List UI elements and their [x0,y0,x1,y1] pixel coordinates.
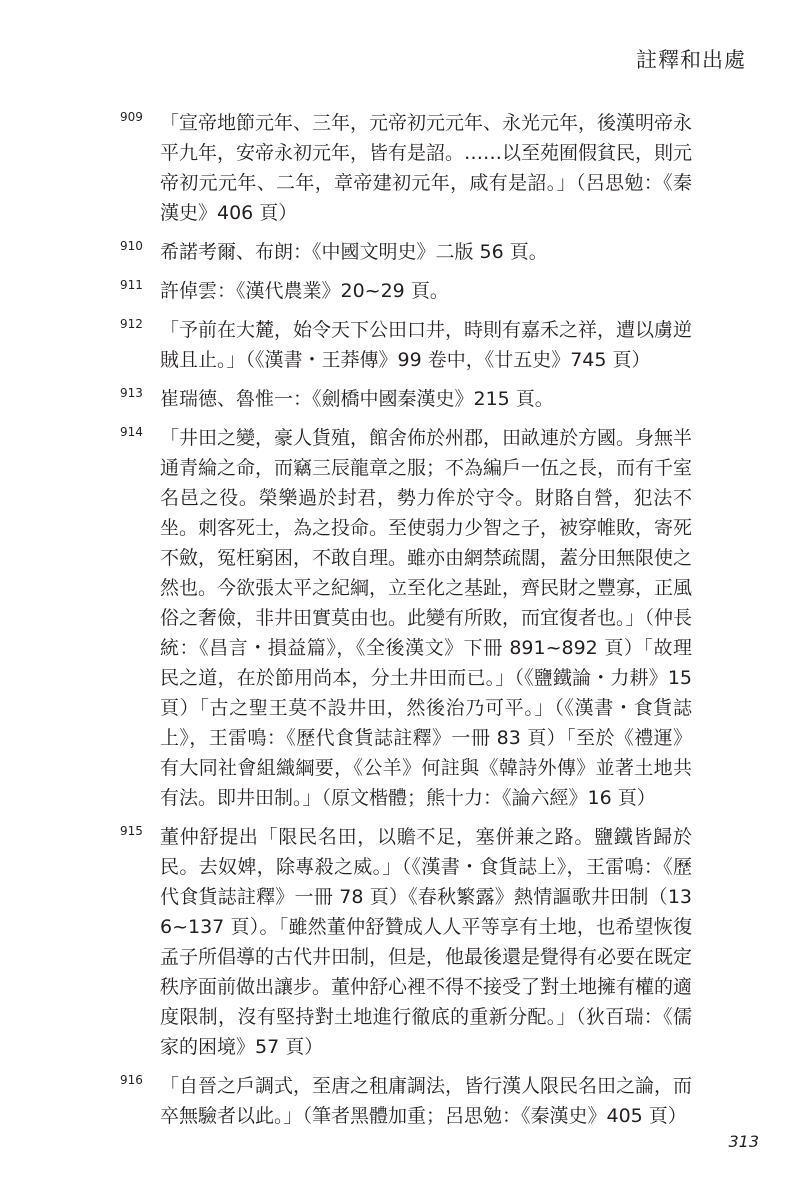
endnote-number: 909 [120,110,143,124]
running-header: 註釋和出處 [636,48,746,72]
endnote [120,1071,692,1131]
endnote [120,384,692,414]
endnote [120,822,692,1062]
endnote-number: 912 [120,317,143,331]
endnote-number: 914 [120,425,143,439]
endnote-text: 崔瑞德、魯惟一：《劍橋中國秦漢史》215 頁。 [160,388,554,410]
endnote-number: 916 [120,1073,143,1087]
endnote [120,315,692,375]
endnote-text: 許倬雲：《漢代農業》20~29 頁。 [160,280,449,302]
page-number: 313 [728,1132,759,1151]
endnote-text: 「宣帝地節元年、三年，元帝初元元年、永光元年，後漢明帝永平九年，安帝永初元年，皆有是詔。……以至苑囿假貧民，則元帝初元元年、二年，章帝建初元年，咸有是詔。」（呂思勉：《秦漢史》406 頁） [160,112,693,224]
endnote-text: 「井田之變，豪人貨殖，館舍佈於州郡，田畝連於方國。身無半通青綸之命，而竊三辰龍章之服；不為編戶一伍之長，而有千室名邑之役。榮樂過於封君，勢力侔於守令。財賂自營，犯法不坐。刺客死士，為之投命。至使弱力少智之子，被穿帷敗，寄死不斂，冤枉窮困，不敢自理。雖亦由網禁疏闊，蓋分田無限使之然也。今欲張太平之紀綱，立至化之基趾，齊民財之豐寡，正風俗之奢儉，非井田實莫由也。此變有所敗，而宜復者也。」（仲長統：《昌言・損益篇》，《全後漢文》下冊 891~892 頁）「故理民之道，在於節用尚本，分土井田而已。」（《鹽鐵論・力耕》15 頁）「古之聖王莫不設井田，然後治乃可平。」（《漢書・食貨誌上》，王雷鳴：《歷代食貨誌註釋》一冊 83 頁）「至於《禮運》有大同社會組織綱要，《公羊》何註與《韓詩外傳》並著土地共有法。即井田制。」（原文楷體；熊十力：《論六經》16 頁） [160,427,693,809]
endnote-text: 「自晉之戶調式，至唐之租庸調法，皆行漢人限民名田之論，而卒無驗者以此。」（筆者黑體加重；呂思勉：《秦漢史》405 頁） [160,1075,693,1127]
endnote [120,423,692,813]
endnote [120,276,692,306]
endnote-text: 董仲舒提出「限民名田，以贍不足，塞併兼之路。鹽鐵皆歸於民。去奴婢，除專殺之威。」（《漢書・食貨誌上》，王雷鳴：《歷代食貨誌註釋》一冊 78 頁）《春秋繁露》熱情謳歌井田制（136~137 頁）。「雖然董仲舒贊成人人平等享有土地，也希望恢復孟子所倡導的古代井田制，但是，他最後還是覺得有必要在既定秩序面前做出讓步。董仲舒心裡不得不接受了對土地擁有權的適度限制，沒有堅持對土地進行徹底的重新分配。」（狄百瑞：《儒家的困境》57 頁） [160,826,693,1058]
endnote-number: 911 [120,278,143,292]
endnote-number: 913 [120,386,143,400]
endnote-text: 「予前在大麓，始令天下公田口井，時則有嘉禾之祥，遭以虜逆賊且止。」（《漢書・王莽傳》99 卷中，《廿五史》745 頁） [160,319,693,371]
endnote-number: 910 [120,239,143,253]
endnote [120,237,692,267]
endnotes-list [120,108,692,1140]
endnote-text: 希諾考爾、布朗：《中國文明史》二版 56 頁。 [160,241,548,263]
endnote-number: 915 [120,824,143,838]
endnote [120,108,692,228]
